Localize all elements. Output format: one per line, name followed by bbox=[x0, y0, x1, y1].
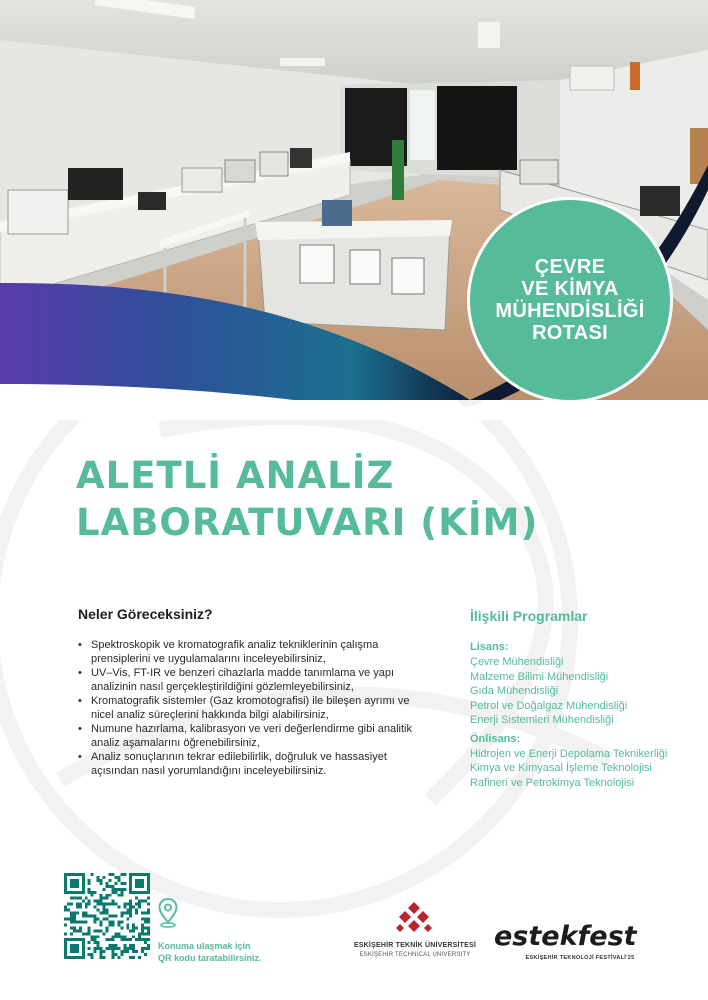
qr-caption bbox=[158, 940, 262, 964]
page-title bbox=[76, 452, 538, 546]
festival-subtitle: ESKİŞEHİR TEKNOLOJİ FESTİVALİ'25 bbox=[525, 955, 635, 961]
list-item: • Analiz sonuçlarının tekrar edilebilirlik, doğruluk ve hassasiyet açısından nasıl yorumlandığını inceleyebilirsiniz. bbox=[78, 750, 433, 778]
program-item: Petrol ve Doğalgaz Mühendisliği bbox=[470, 699, 628, 712]
what-you-will-see-section bbox=[78, 606, 433, 778]
lisans-label: Lisans: bbox=[470, 641, 509, 653]
program-item: Malzeme Bilimi Mühendisliği bbox=[470, 670, 609, 683]
list-item: • Kromatografik sistemler (Gaz kromotografisi) ile bileşen ayrımı ve nicel analiz süreçlerini hakkında bilgi alabilirsiniz, bbox=[78, 694, 433, 722]
estekfest-logo bbox=[492, 918, 662, 952]
onlisans-label: Önlisans: bbox=[470, 732, 521, 745]
qr-code[interactable] bbox=[64, 873, 150, 959]
program-item: Gıda Mühendisliği bbox=[470, 685, 559, 697]
program-item: Enerji Sistemleri Mühendisliği bbox=[470, 714, 614, 726]
qr-caption-line-2: QR kodu taratabilirsiniz. bbox=[158, 953, 262, 963]
university-name: ESKİŞEHİR TEKNİK ÜNİVERSİTESİ bbox=[353, 942, 477, 949]
festival-logo-text: estekfest bbox=[494, 921, 637, 952]
route-badge bbox=[470, 200, 670, 400]
program-item: Rafineri ve Petrokimya Teknolojisi bbox=[470, 776, 635, 789]
university-logo-icon bbox=[392, 900, 436, 938]
program-item: Hidrojen ve Enerji Depolama Teknikerliği bbox=[470, 747, 668, 760]
location-pin-icon bbox=[158, 898, 178, 928]
university-name-en: ESKİŞEHİR TECHNICAL UNIVERSITY bbox=[359, 952, 471, 958]
related-programs-section bbox=[470, 608, 690, 790]
program-item: Kimya ve Kimyasal İşleme Teknolojisi bbox=[470, 762, 652, 774]
badge-line-4: ROTASI bbox=[532, 322, 608, 344]
list-item: • UV–Vis, FT-IR ve benzeri cihazlarla madde tanımlama ve yapı analizinin nasıl gerçekleştirildiğini gözlemleyebilirsiniz, bbox=[78, 666, 433, 694]
badge-line-3: MÜHENDİSLİĞİ bbox=[495, 300, 645, 322]
qr-caption-line-1: Konuma ulaşmak için bbox=[158, 941, 251, 951]
title-line-1: ALETLİ ANALİZ bbox=[76, 454, 395, 497]
program-item: Çevre Mühendisliği bbox=[470, 656, 564, 668]
what-you-will-see-list bbox=[78, 638, 433, 778]
what-you-will-see-heading: Neler Göreceksiniz? bbox=[78, 606, 213, 622]
list-item: • Spektroskopik ve kromatografik analiz tekniklerinin çalışma prensiplerini ve uygulamalarını inceleyebilirsiniz, bbox=[78, 638, 433, 666]
title-line-2: LABORATUVARI (KİM) bbox=[76, 501, 539, 544]
related-programs-heading: İlişkili Programlar bbox=[470, 608, 588, 624]
list-item: • Numune hazırlama, kalibrasyon ve veri değerlendirme gibi analitik analiz aşamalarını öğrenebilirsiniz, bbox=[78, 722, 433, 750]
badge-line-1: ÇEVRE bbox=[534, 256, 606, 278]
badge-line-2: VE KİMYA bbox=[521, 278, 619, 300]
